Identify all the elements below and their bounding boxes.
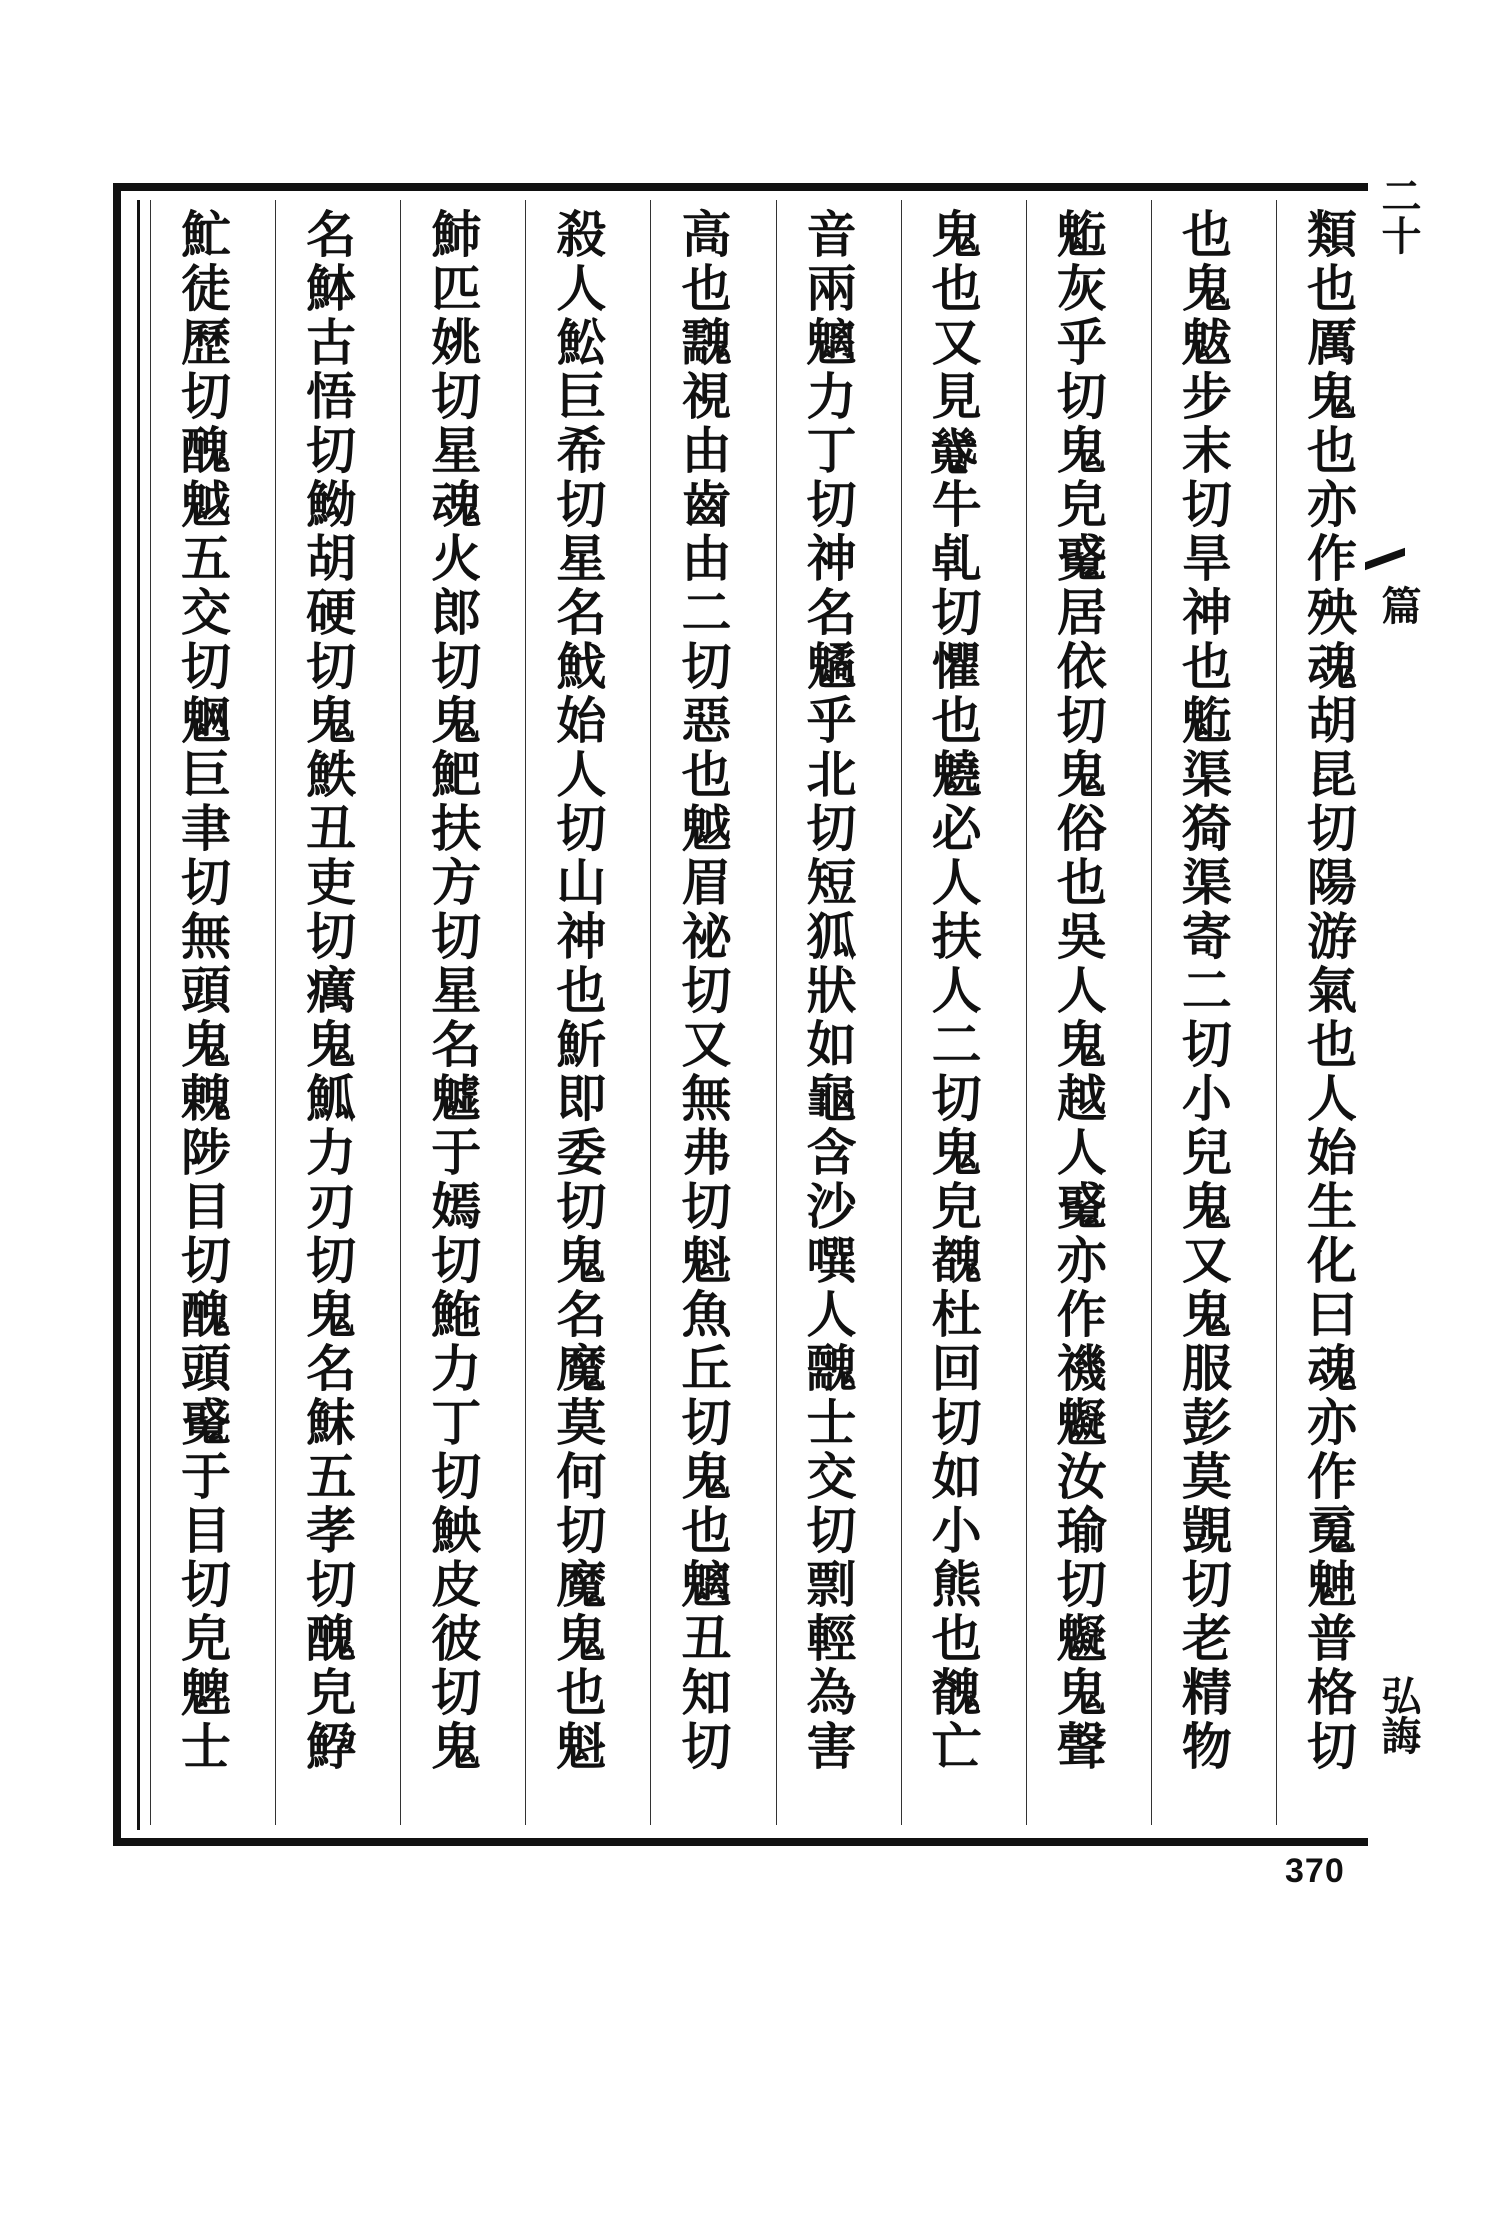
margin-section-mark: 篇 [1375,585,1422,625]
text-column-7: 殺人䰸巨希切星名䰹始人切山神也䰺即委切鬼名魔莫何切魔鬼也魁 [525,200,629,1825]
right-margin [1370,175,1430,1855]
text-column-6: 高也䰰視由齒由二切惡也魆眉祕切又無弗切魁魚丘切鬼也魑丑知切 [650,200,754,1825]
left-rule [137,200,140,1830]
text-column-10: 䰶徒歷切醜魆五交切䰣巨聿切無頭鬼䰤陟目切醜頭䰥于目切皃䰦士 [150,200,254,1825]
page-number: 370 [1285,1852,1345,1890]
text-column-2: 也鬼魃步末切旱神也䰢渠猗渠寄二切小兒鬼又鬼服彭莫覬切老精物 [1151,200,1255,1825]
margin-bottom-mark: 弘誨 [1375,1675,1422,1755]
text-column-5: 音兩魑力丁切神名䰬乎北切短狐狀如龜含沙噀人䰭士交切剽輕為害 [776,200,880,1825]
text-column-9: 名䱁古悟切䱂胡硬切鬼䱃丑吏切癘鬼䱄力刃切鬼名䱅五孝切醜皃䱆 [275,200,379,1825]
text-columns [150,200,1380,1825]
text-column-3: 䰢灰乎切鬼皃䰥居依切鬼俗也吳人鬼越人䰥亦作禨䰯汝瑜切䰯鬼聲 [1026,200,1130,1825]
text-column-8: 䰽匹姚切星魂火郎切鬼䰾扶方切星名魖于嫣切䰿力丁切䱀皮彼切鬼 [400,200,504,1825]
text-column-4: 鬼也又見𩴆牛𠃵切懼也䰫必人扶人二切鬼皃䰩杜回切如小熊也䰪亡 [901,200,1005,1825]
margin-top-mark: 二十 [1375,175,1422,255]
text-column-1: 類也厲鬼也亦作殃魂胡昆切陽游氣也人始生化曰魂亦作䰟䰠普格切 [1276,200,1380,1825]
